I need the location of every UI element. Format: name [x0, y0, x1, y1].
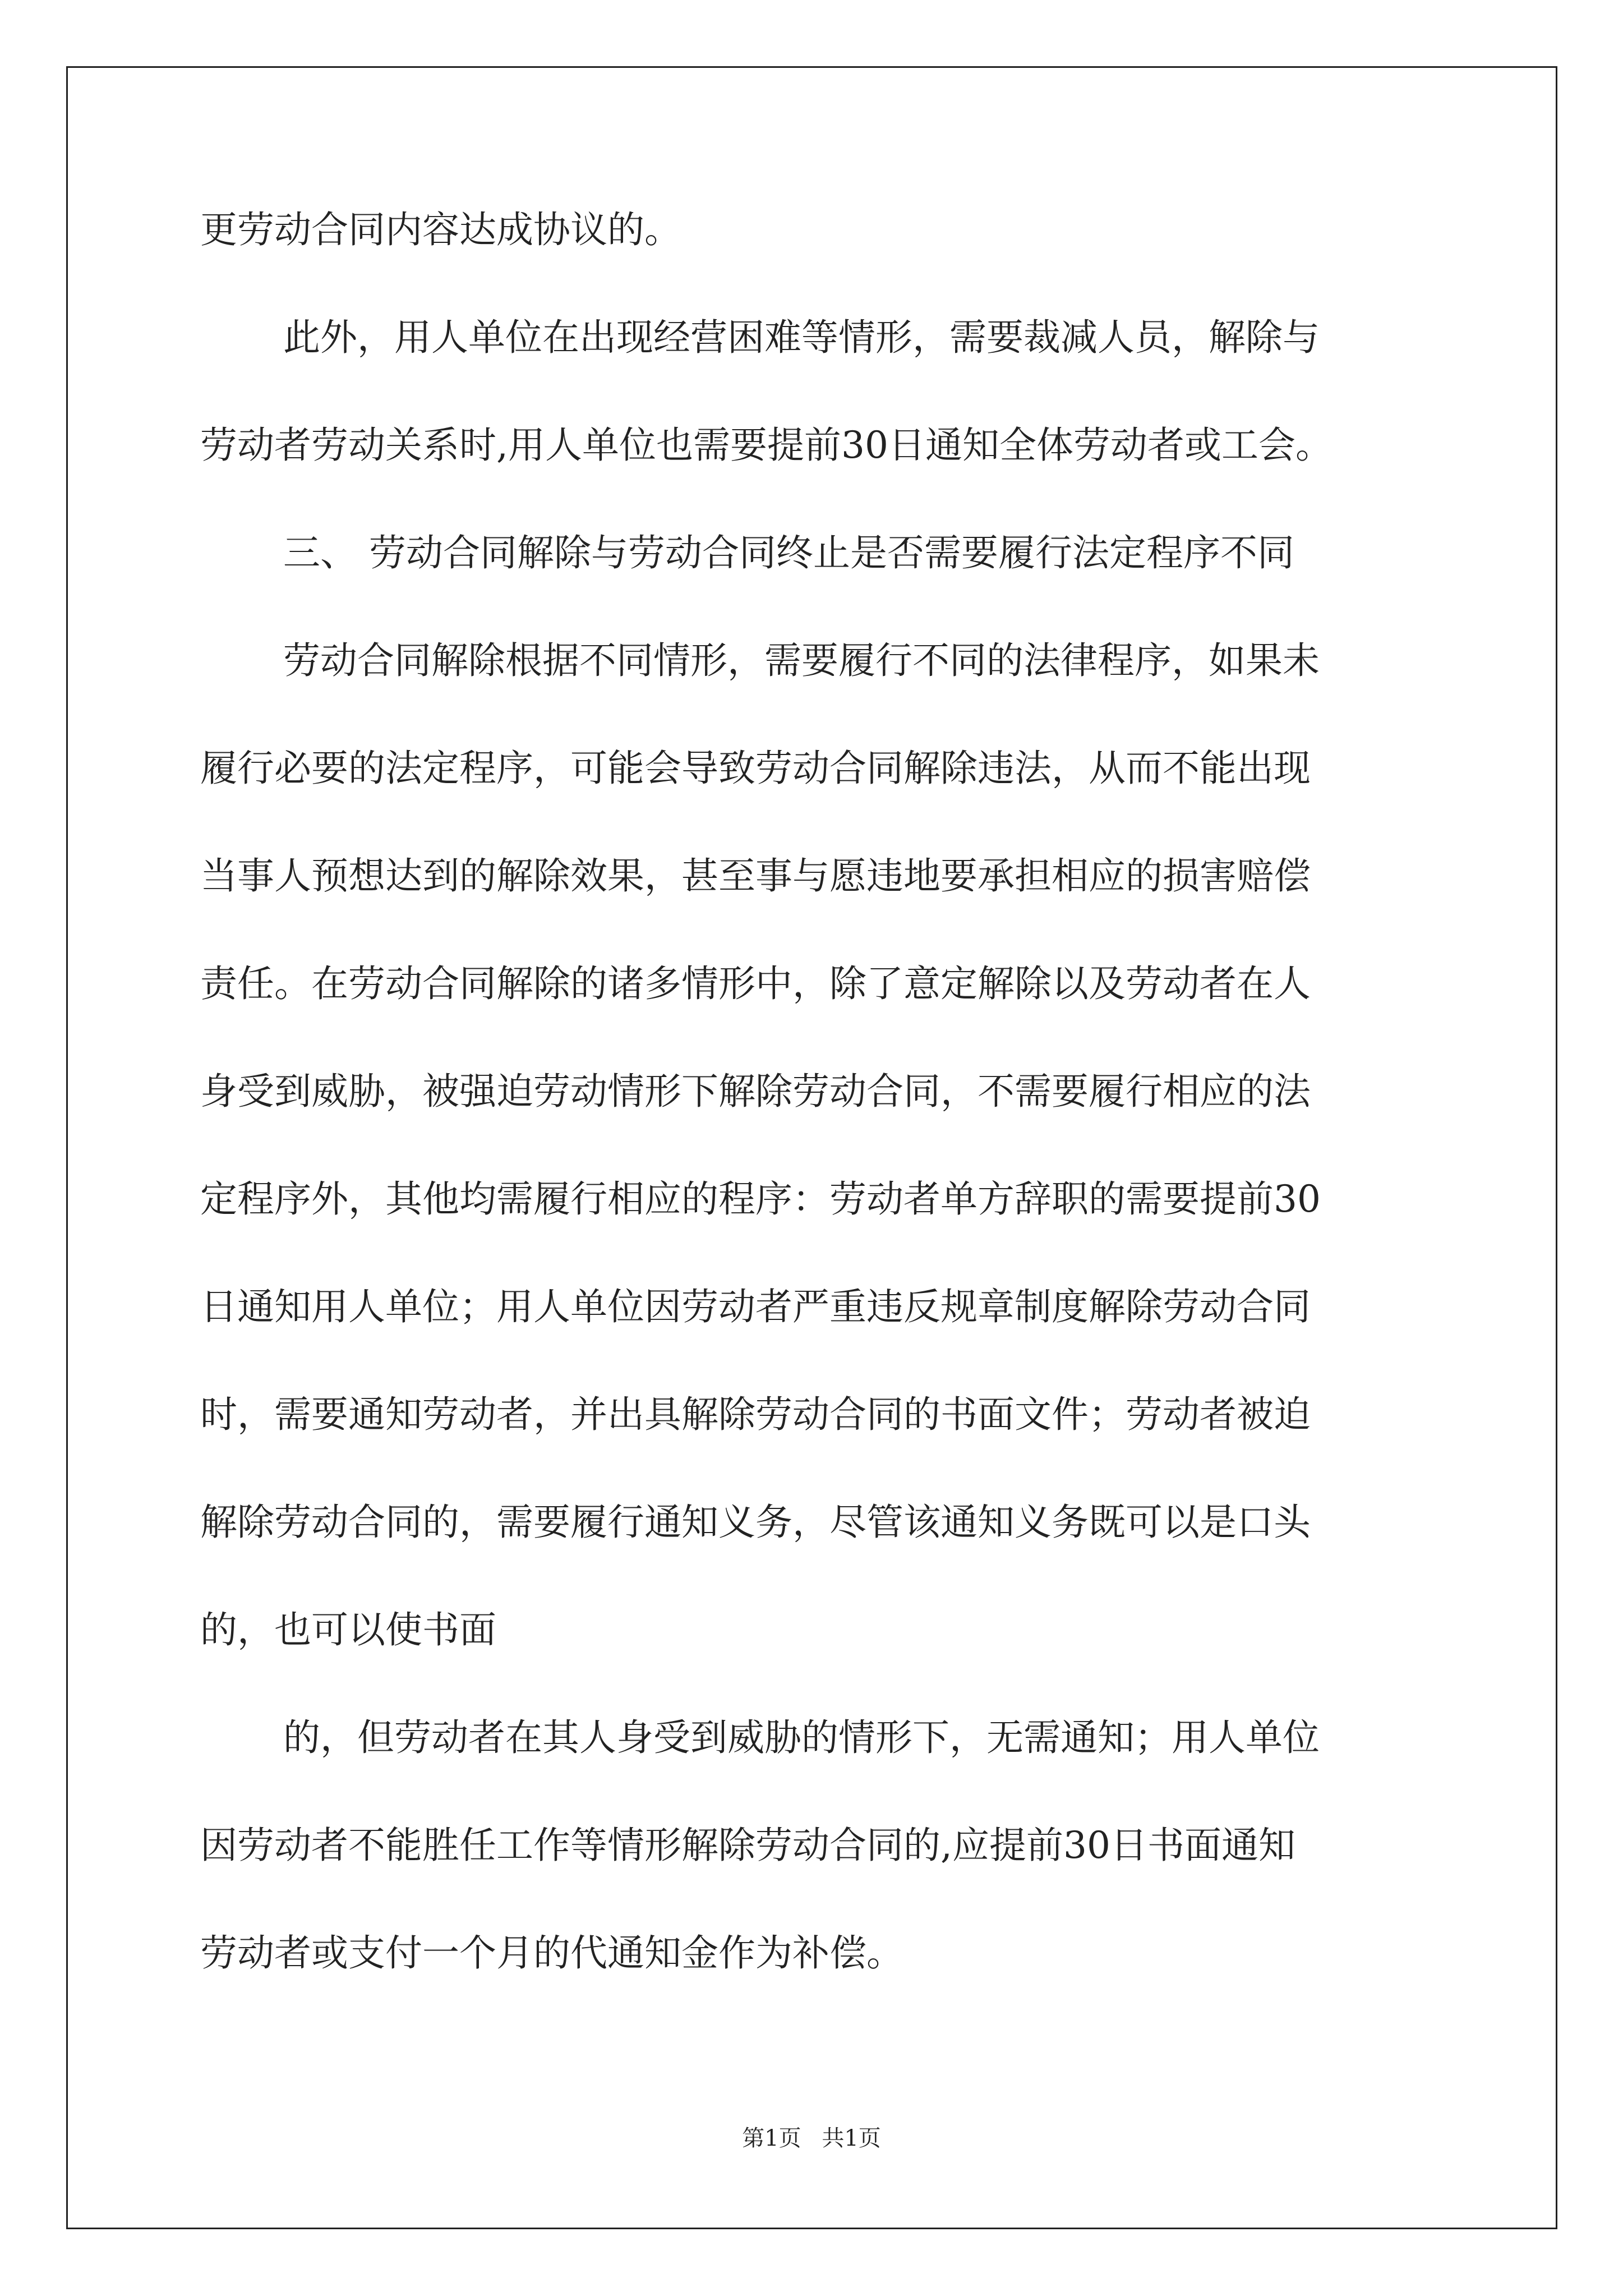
text-line: 时，需要通知劳动者，并出具解除劳动合同的书面文件；劳动者被迫 [200, 1393, 1311, 1436]
text-line: 此外，用人单位在出现经营困难等情形，需要裁减人员，解除与 [283, 316, 1320, 359]
page-number: 第1页 [742, 2125, 801, 2151]
text-line: 身受到威胁，被强迫劳动情形下解除劳动合同，不需要履行相应的法 [200, 1070, 1311, 1113]
text-line: 责任。在劳动合同解除的诸多情形中，除了意定解除以及劳动者在人 [200, 962, 1311, 1005]
text-line: 劳动者或支付一个月的代通知金作为补偿。 [200, 1931, 903, 1975]
text-line: 当事人预想达到的解除效果，甚至事与愿违地要承担相应的损害赔偿 [200, 854, 1311, 898]
page-footer [0, 2120, 1623, 2152]
text-line: 履行必要的法定程序，可能会导致劳动合同解除违法，从而不能出现 [200, 747, 1311, 790]
text-line: 因劳动者不能胜任工作等情形解除劳动合同的,应提前30日书面通知 [200, 1824, 1295, 1867]
text-line: 日通知用人单位；用人单位因劳动者严重违反规章制度解除劳动合同 [200, 1285, 1311, 1328]
text-line: 劳动者劳动关系时,用人单位也需要提前30日通知全体劳动者或工会。 [200, 424, 1332, 467]
text-line: 的，但劳动者在其人身受到威胁的情形下，无需通知；用人单位 [283, 1716, 1320, 1759]
page-total: 共1页 [822, 2125, 881, 2151]
text-line: 定程序外，其他均需履行相应的程序：劳动者单方辞职的需要提前30 [200, 1177, 1321, 1221]
text-line: 解除劳动合同的，需要履行通知义务，尽管该通知义务既可以是口头 [200, 1501, 1311, 1544]
text-line: 劳动合同解除根据不同情形，需要履行不同的法律程序，如果未 [283, 639, 1320, 682]
text-line: 更劳动合同内容达成协议的。 [200, 208, 681, 251]
text-line: 的，也可以使书面 [200, 1608, 496, 1651]
page-border [66, 66, 1557, 2229]
section-heading: 三、 劳动合同解除与劳动合同终止是否需要履行法定程序不同 [283, 531, 1294, 574]
